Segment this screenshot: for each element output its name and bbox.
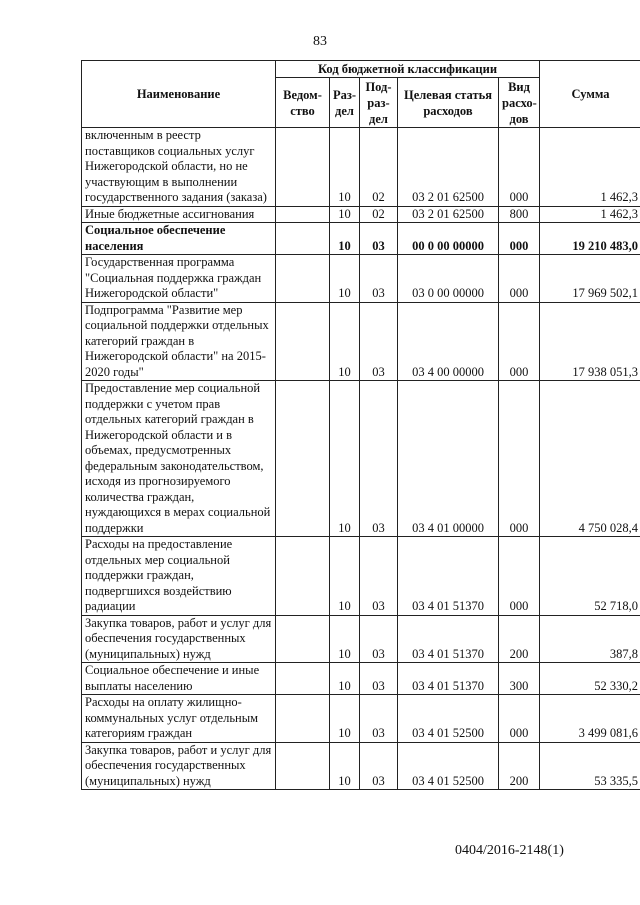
cell-vid-rashodov: 300 (499, 663, 540, 695)
cell-summa: 1 462,3 (540, 128, 640, 207)
cell-podrazdel: 03 (360, 381, 398, 537)
table-row (82, 302, 640, 381)
cell-vedomstvo (276, 255, 330, 303)
cell-name: Расходы на оплату жилищно-коммунальных услуг отдельным категориям граждан (82, 695, 276, 743)
cell-summa: 1 462,3 (540, 206, 640, 223)
cell-celevaya-statya: 03 4 01 52500 (398, 742, 499, 790)
cell-vedomstvo (276, 223, 330, 255)
header-summa: Сумма (540, 61, 640, 128)
table-row (82, 206, 640, 223)
table-row (82, 537, 640, 616)
cell-razdel: 10 (330, 695, 360, 743)
cell-celevaya-statya: 03 2 01 62500 (398, 206, 499, 223)
table-row (82, 255, 640, 303)
header-celevaya-statya: Целевая статья расходов (398, 78, 499, 128)
cell-celevaya-statya: 00 0 00 00000 (398, 223, 499, 255)
cell-celevaya-statya: 03 4 00 00000 (398, 302, 499, 381)
cell-vid-rashodov: 200 (499, 615, 540, 663)
cell-razdel: 10 (330, 206, 360, 223)
cell-podrazdel: 03 (360, 302, 398, 381)
cell-podrazdel: 03 (360, 223, 398, 255)
header-name: Наименование (82, 61, 276, 128)
cell-razdel: 10 (330, 223, 360, 255)
page-number: 83 (313, 34, 327, 49)
cell-summa: 387,8 (540, 615, 640, 663)
cell-name: Расходы на предоставление отдельных мер социальной поддержки граждан, подвергшихся воздействию радиации (82, 537, 276, 616)
cell-celevaya-statya: 03 4 01 51370 (398, 663, 499, 695)
cell-vid-rashodov: 200 (499, 742, 540, 790)
cell-vedomstvo (276, 615, 330, 663)
header-budget-classification: Код бюджетной классификации (276, 61, 540, 78)
cell-name: Социальное обеспечение населения (82, 223, 276, 255)
cell-celevaya-statya: 03 4 01 52500 (398, 695, 499, 743)
cell-podrazdel: 03 (360, 695, 398, 743)
table-row (82, 223, 640, 255)
footer-code: 0404/2016-2148(1) (455, 843, 564, 858)
table-body (82, 128, 640, 790)
table-row (82, 695, 640, 743)
cell-razdel: 10 (330, 615, 360, 663)
table-row (82, 663, 640, 695)
budget-table (81, 60, 640, 790)
cell-summa: 17 938 051,3 (540, 302, 640, 381)
cell-vid-rashodov: 000 (499, 537, 540, 616)
cell-vedomstvo (276, 742, 330, 790)
cell-vid-rashodov: 000 (499, 302, 540, 381)
cell-celevaya-statya: 03 0 00 00000 (398, 255, 499, 303)
cell-summa: 53 335,5 (540, 742, 640, 790)
cell-summa: 52 718,0 (540, 537, 640, 616)
cell-vid-rashodov: 000 (499, 223, 540, 255)
cell-name: Закупка товаров, работ и услуг для обеспечения государственных (муниципальных) нужд (82, 615, 276, 663)
cell-vid-rashodov: 000 (499, 255, 540, 303)
cell-razdel: 10 (330, 128, 360, 207)
cell-vid-rashodov: 000 (499, 695, 540, 743)
cell-razdel: 10 (330, 742, 360, 790)
cell-name: Социальное обеспечение и иные выплаты населению (82, 663, 276, 695)
cell-name: Иные бюджетные ассигнования (82, 206, 276, 223)
cell-summa: 3 499 081,6 (540, 695, 640, 743)
cell-name: Подпрограмма "Развитие мер социальной поддержки отдельных категорий граждан в Нижегородской области" на 2015-2020 годы" (82, 302, 276, 381)
cell-razdel: 10 (330, 537, 360, 616)
cell-name: включенным в реестр поставщиков социальных услуг Нижегородской области, но не участвующим в выполнении государственного задания (заказа) (82, 128, 276, 207)
cell-podrazdel: 03 (360, 537, 398, 616)
cell-podrazdel: 02 (360, 206, 398, 223)
header-vid-rashodov: Вид расхо-дов (499, 78, 540, 128)
cell-vedomstvo (276, 695, 330, 743)
cell-vid-rashodov: 800 (499, 206, 540, 223)
cell-vedomstvo (276, 663, 330, 695)
cell-razdel: 10 (330, 302, 360, 381)
cell-razdel: 10 (330, 381, 360, 537)
cell-celevaya-statya: 03 4 01 51370 (398, 537, 499, 616)
cell-vedomstvo (276, 128, 330, 207)
table-row (82, 615, 640, 663)
cell-vedomstvo (276, 537, 330, 616)
cell-vid-rashodov: 000 (499, 381, 540, 537)
cell-vedomstvo (276, 381, 330, 537)
cell-celevaya-statya: 03 4 01 51370 (398, 615, 499, 663)
cell-celevaya-statya: 03 2 01 62500 (398, 128, 499, 207)
cell-razdel: 10 (330, 255, 360, 303)
table-row (82, 128, 640, 207)
cell-summa: 4 750 028,4 (540, 381, 640, 537)
cell-summa: 19 210 483,0 (540, 223, 640, 255)
cell-podrazdel: 03 (360, 663, 398, 695)
cell-celevaya-statya: 03 4 01 00000 (398, 381, 499, 537)
cell-podrazdel: 03 (360, 615, 398, 663)
cell-podrazdel: 02 (360, 128, 398, 207)
cell-summa: 52 330,2 (540, 663, 640, 695)
cell-razdel: 10 (330, 663, 360, 695)
header-podrazdel: Под-раз-дел (360, 78, 398, 128)
cell-vedomstvo (276, 302, 330, 381)
cell-name: Закупка товаров, работ и услуг для обеспечения государственных (муниципальных) нужд (82, 742, 276, 790)
table-row (82, 742, 640, 790)
header-razdel: Раз-дел (330, 78, 360, 128)
cell-name: Предоставление мер социальной поддержки с учетом прав отдельных категорий граждан в Нижегородской области и в объемах, предусмотренных федеральным законодательством, исходя из прогнозируемого количества граждан, нуждающихся в мерах социальной поддержки (82, 381, 276, 537)
header-vedomstvo: Ведом-ство (276, 78, 330, 128)
cell-vid-rashodov: 000 (499, 128, 540, 207)
cell-summa: 17 969 502,1 (540, 255, 640, 303)
cell-vedomstvo (276, 206, 330, 223)
cell-podrazdel: 03 (360, 255, 398, 303)
cell-podrazdel: 03 (360, 742, 398, 790)
table-row (82, 381, 640, 537)
cell-name: Государственная программа "Социальная поддержка граждан Нижегородской области" (82, 255, 276, 303)
